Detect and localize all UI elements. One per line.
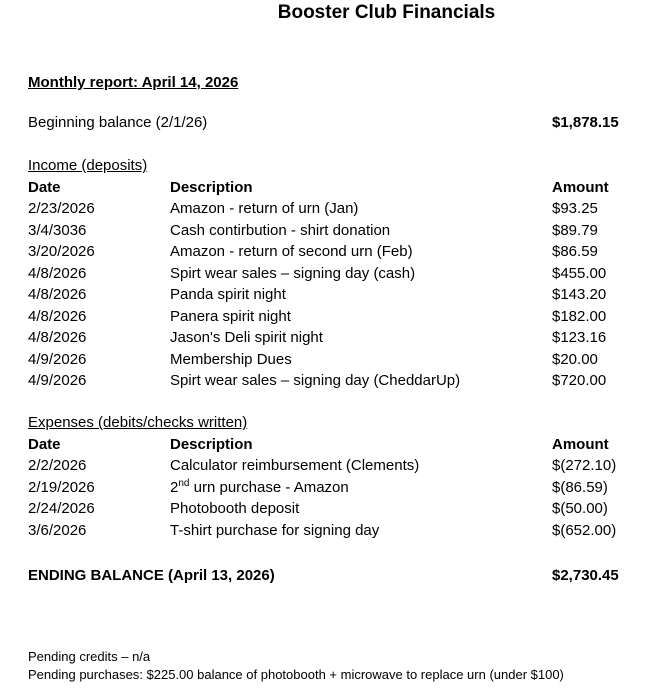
- income-section-heading: Income (deposits): [28, 157, 148, 174]
- ledger-description-cell: Panda spirit night: [170, 286, 286, 303]
- ledger-amount-cell: $(50.00): [552, 500, 608, 517]
- income-table: [28, 177, 646, 392]
- ledger-amount-cell: $20.00: [552, 350, 598, 368]
- ledger-description-cell: Photobooth deposit: [170, 500, 300, 517]
- ledger-date-cell: 2/24/2026: [28, 500, 95, 517]
- ledger-date-cell: 2/19/2026: [28, 478, 95, 496]
- ledger-description-cell: Spirt wear sales – signing day (CheddarUp): [170, 372, 461, 389]
- ledger-date-cell: 4/9/2026: [28, 372, 87, 389]
- beginning-balance-row: [28, 112, 646, 134]
- expenses-column-header-date: Date: [28, 435, 61, 453]
- ledger-description-cell: T-shirt purchase for signing day: [170, 521, 380, 539]
- ending-balance-amount: $2,730.45: [552, 567, 619, 584]
- pending-purchases-note: Pending purchases: $225.00 balance of photobooth + microwave to replace urn (under $100): [28, 667, 564, 682]
- ledger-description-cell: Panera spirit night: [170, 307, 291, 325]
- ledger-description-cell: Jason's Deli spirit night: [170, 329, 323, 346]
- ledger-amount-cell: $720.00: [552, 372, 607, 389]
- expenses-table: [28, 434, 646, 542]
- ledger-date-cell: 2/2/2026: [28, 457, 87, 474]
- ledger-description-cell: 2nd urn purchase - Amazon: [170, 477, 349, 496]
- ledger-description-cell: Cash contirbution - shirt donation: [170, 221, 391, 239]
- expenses-section-heading: Expenses (debits/checks written): [28, 414, 248, 431]
- pending-credits-note: Pending credits – n/a: [28, 649, 151, 664]
- ledger-date-cell: 3/4/3036: [28, 221, 87, 239]
- ledger-date-cell: 3/20/2026: [28, 243, 95, 260]
- beginning-balance-label: Beginning balance (2/1/26): [28, 114, 208, 131]
- income-column-header-description: Description: [170, 178, 253, 196]
- income-column-header-amount: Amount: [552, 178, 609, 196]
- ending-balance-row: [28, 565, 646, 587]
- ledger-amount-cell: $455.00: [552, 264, 607, 282]
- report-heading: Monthly report: April 14, 2026: [28, 74, 239, 91]
- report-content: [28, 0, 646, 684]
- ledger-description-cell: Membership Dues: [170, 350, 292, 368]
- ledger-description-cell: Amazon - return of urn (Jan): [170, 200, 359, 217]
- pending-notes: [28, 648, 646, 684]
- ledger-amount-cell: $(272.10): [552, 457, 617, 474]
- ledger-amount-cell: $89.79: [552, 221, 598, 239]
- expenses-column-header-description: Description: [170, 435, 253, 453]
- ledger-date-cell: 4/9/2026: [28, 350, 87, 368]
- ledger-amount-cell: $(652.00): [552, 521, 617, 539]
- ledger-date-cell: 4/8/2026: [28, 329, 87, 346]
- ledger-amount-cell: $86.59: [552, 243, 598, 260]
- ending-balance-label: ENDING BALANCE (April 13, 2026): [28, 567, 275, 584]
- ledger-amount-cell: $123.16: [552, 329, 607, 346]
- ledger-amount-cell: $143.20: [552, 286, 607, 303]
- ledger-amount-cell: $(86.59): [552, 478, 608, 496]
- ledger-date-cell: 4/8/2026: [28, 307, 87, 325]
- beginning-balance-amount: $1,878.15: [552, 114, 619, 131]
- ledger-date-cell: 3/6/2026: [28, 521, 87, 539]
- ledger-amount-cell: $182.00: [552, 307, 607, 325]
- ledger-date-cell: 2/23/2026: [28, 200, 95, 217]
- ledger-date-cell: 4/8/2026: [28, 264, 87, 282]
- ledger-description-cell: Calculator reimbursement (Clements): [170, 457, 420, 474]
- ledger-description-cell: Amazon - return of second urn (Feb): [170, 243, 413, 260]
- ledger-amount-cell: $93.25: [552, 200, 598, 217]
- expenses-column-header-amount: Amount: [552, 435, 609, 453]
- income-column-header-date: Date: [28, 178, 61, 196]
- ledger-description-cell: Spirt wear sales – signing day (cash): [170, 264, 416, 282]
- page-title: Booster Club Financials: [277, 2, 496, 23]
- ledger-date-cell: 4/8/2026: [28, 286, 87, 303]
